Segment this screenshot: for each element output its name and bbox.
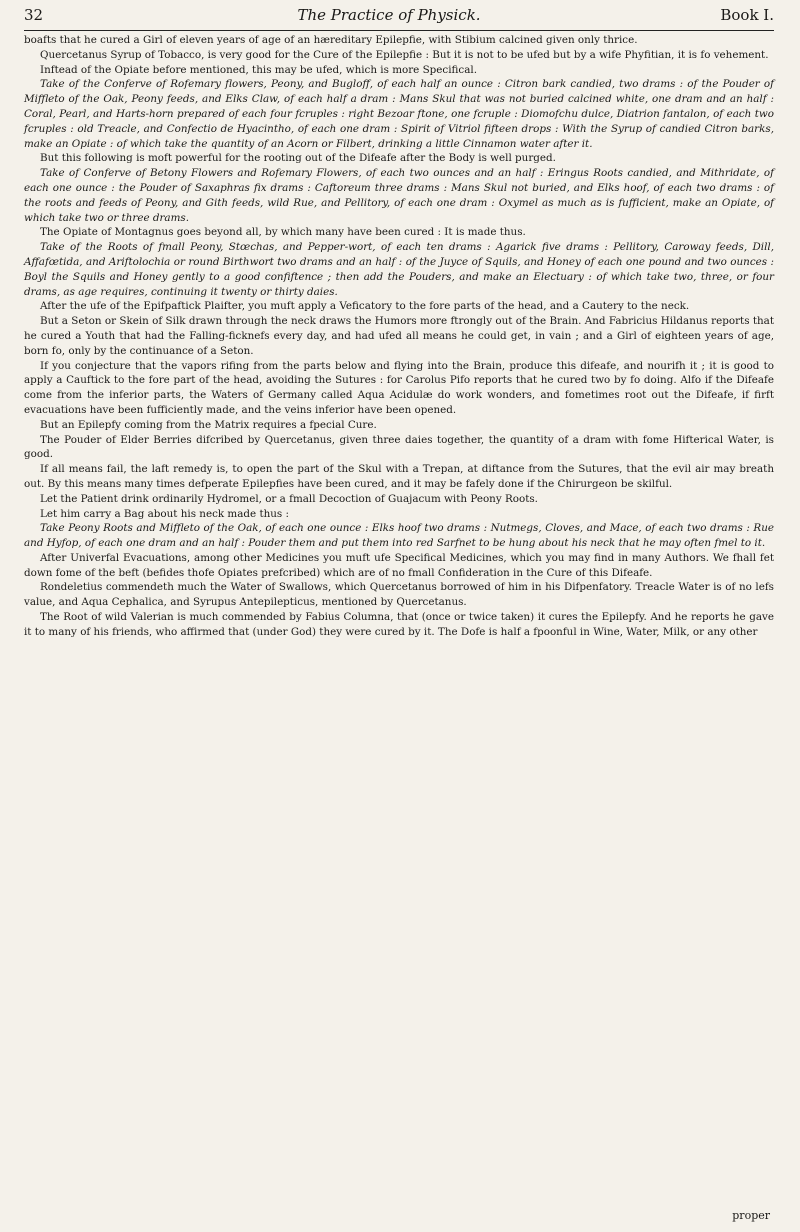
paragraph: Rondeletius commendeth much the Water of Swallows, which Quercetanus borrowed of him in his Difpenfatory. Treacle Water is of no lefs value, and Aqua Cephalica, and Syrupus Antepilepticus, mentioned by Quercetanus. (24, 581, 774, 609)
paragraph: Take of the Roots of fmall Peony, Stœchas, and Pepper-wort, of each ten drams : Agarick five drams : Pellitory, Caroway feeds, Dill, Affafœtida, and Ariftolochia or round Birthwort two drams and an half : of the Juyce of Squils, and Honey of each one pound and two ounces : Boyl the Squils and Honey gently to a good confiftence ; then add the Pouders, and make an Electuary : of which take two, three, or four drams, as age requires, continuing it twenty or thirty daies. (24, 241, 774, 298)
page-number: 32 (24, 6, 44, 24)
paragraph: Quercetanus Syrup of Tobacco, is very good for the Cure of the Epilepfie : But it is not to be ufed but by a wife Phyfitian, it is fo vehement. (40, 48, 769, 61)
paragraph: After the ufe of the Epifpaftick Plaifter, you muft apply a Veficatory to the fore parts of the head, and a Cautery to the neck. (40, 300, 690, 313)
paragraph: The Opiate of Montagnus goes beyond all, by which many have been cured : It is made thus. (40, 226, 526, 239)
paragraph: Let him carry a Bag about his neck made thus : (40, 507, 290, 520)
paragraph: But an Epilepfy coming from the Matrix requires a fpecial Cure. (40, 418, 377, 431)
paragraph: Inftead of the Opiate before mentioned, this may be ufed, which is more Specifical. (40, 63, 477, 76)
paragraph: boafts that he cured a Girl of eleven years of age of an hæreditary Epilepfie, with Stibium calcined given only thrice. (24, 34, 638, 46)
paragraph: Take of the Conferve of Rofemary flowers, Peony, and Bugloff, of each half an ounce : Citron bark candied, two drams : of the Pouder of Miffleto of the Oak, Peony feeds, and Elks Claw, of each half a dram : Mans Skul that was not buried calcined white, one dram and an half : Coral, Pearl, and Harts-horn prepared of each four fcruples : right Bezoar ftone, one fcruple : Diomofchu dulce, Diatrion fantalon, of each two fcruples : old Treacle, and Confectio de Hyacintho, of each one dram : Spirit of Vitriol fifteen drops : With the Syrup of candied Citron barks, make an Opiate : of which take the quantity of an Acorn or Filbert, drinking a little Cinnamon water after it. (24, 78, 774, 150)
page-body (24, 33, 774, 640)
paragraph: After Univerfal Evacuations, among other Medicines you muft ufe Specifical Medicines, which you may find in many Authors. We fhall fet down fome of the beft (befides thofe Opiates prefcribed) which are of no fmall Confideration in the Cure of this Difeafe. (24, 551, 774, 579)
paragraph: Let the Patient drink ordinarily Hydromel, or a fmall Decoction of Guajacum with Peony Roots. (40, 492, 538, 505)
page-header (24, 6, 774, 31)
running-title: The Practice of Physick. (297, 6, 481, 24)
paragraph: The Root of wild Valerian is much commended by Fabius Columna, that (once or twice taken) it cures the Epilepfy. And he reports he gave it to many of his friends, who affirmed that (under God) they were cured by it. The Dofe is half a fpoonful in Wine, Water, Milk, or any other (24, 611, 774, 638)
book-label: Book I. (720, 6, 774, 24)
paragraph: But a Seton or Skein of Silk drawn through the neck draws the Humors more ftrongly out of the Brain. And Fabricius Hildanus reports that he cured a Youth that had the Falling-ficknefs every day, and had ufed all means he could get, in vain ; and a Girl of eighteen years of age, born fo, only by the continuance of a Seton. (24, 315, 774, 357)
catchword: proper (732, 1209, 770, 1222)
paragraph: Take Peony Roots and Miffleto of the Oak, of each one ounce : Elks hoof two drams : Nutmegs, Cloves, and Mace, of each two drams : Rue and Hyfop, of each one dram and an half : Pouder them and put them into red Sarfnet to be hung about his neck that he may often fmel to it. (24, 522, 774, 550)
paragraph: The Pouder of Elder Berries difcribed by Quercetanus, given three daies together, the quantity of a dram with fome Hifterical Water, is good. (24, 433, 774, 461)
paragraph: If all means fail, the laft remedy is, to open the part of the Skul with a Trepan, at diftance from the Sutures, that the evil air may breath out. By this means many times defperate Epilepfies have been cured, and it may be fafely done if the Chirurgeon be skilful. (24, 463, 774, 490)
paragraph: If you conjecture that the vapors rifing from the parts below and flying into the Brain, produce this difeafe, and nourifh it ; it is good to apply a Cauftick to the fore part of the head, avoiding the Sutures : for Carolus Pifo reports that he cured two by fo doing. Alfo if the Difeafe come from the inferior parts, the Waters of Germany called Aqua Acidulæ do work wonders, and fometimes root out the Difeafe, if firft evacuations have been fufficiently made, and the veins inferior have been opened. (24, 359, 774, 416)
paragraph: But this following is moft powerful for the rooting out of the Difeafe after the Body is well purged. (40, 152, 556, 165)
paragraph: Take of Conferve of Betony Flowers and Rofemary Flowers, of each two ounces and an half : Eringus Roots candied, and Mithridate, of each one ounce : the Pouder of Saxaphras fix drams : Caftoreum three drams : Mans Skul not buried, and Elks hoof, of each two drams : of the roots and feeds of Peony, and Gith feeds, wild Rue, and Pellitory, of each one dram : Oxymel as much as is fufficient, make an Opiate, of which take two or three drams. (24, 167, 774, 224)
